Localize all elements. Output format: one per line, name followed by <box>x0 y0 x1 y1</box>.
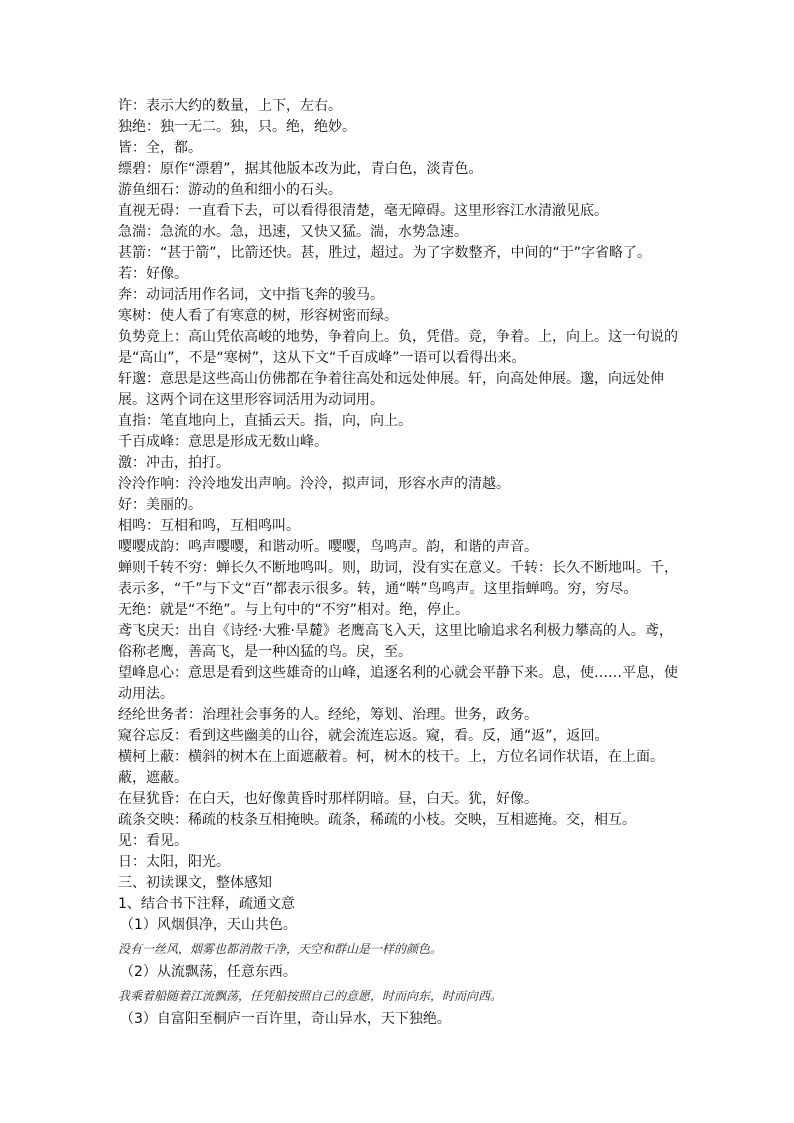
text-line: 甚箭：“甚于箭”，比箭还快。甚，胜过，超过。为了字数整齐，中间的“于”字省略了。 <box>118 245 652 261</box>
text-line: 疏条交映：稀疏的枝条互相掩映。疏条，稀疏的小枝。交映，互相遮掩。交，相互。 <box>118 812 636 828</box>
text-line: 横柯上蔽：横斜的树木在上面遮蔽着。柯，树木的枝干。上，方位名词作状语，在上面。蔽，遮蔽。 <box>118 749 664 786</box>
text-line: 泠泠作响：泠泠地发出声响。泠泠，拟声词，形容水声的清越。 <box>118 476 510 492</box>
text-line: 许：表示大约的数量，上下，左右。 <box>118 98 342 114</box>
text-line: 寒树：使人看了有寒意的树，形容树密而绿。 <box>118 308 398 324</box>
text-line: 缥碧：原作“漂碧”，据其他版本改为此，青白色，淡青色。 <box>118 161 483 177</box>
text-line: （3）自富阳至桐庐一百许里，奇山异水，天下独绝。 <box>120 1011 451 1027</box>
text-line: 蝉则千转不穷：蝉长久不断地鸣叫。则，助词，没有实在意义。千转：长久不断地叫。千，表示多，“千”与下文“百”都表示很多。转，通“啭”鸟鸣声。这里指蝉鸣。穷，穷尽。 <box>118 560 678 597</box>
text-line: 在昼犹昏：在白天，也好像黄昏时那样阴暗。昼，白天。犹，好像。 <box>118 791 538 807</box>
text-line: 1、结合书下注释，疏通文意 <box>118 896 295 912</box>
text-line: 千百成峰：意思是形成无数山峰。 <box>118 434 328 450</box>
text-line: 好：美丽的。 <box>118 497 202 513</box>
text-line: （1）风烟俱净，天山共色。 <box>120 917 297 933</box>
text-line: 经纶世务者：治理社会事务的人。经纶，筹划、治理。世务，政务。 <box>118 707 538 723</box>
text-line: 三、初读课文，整体感知 <box>118 875 272 891</box>
text-line: 奔：动词活用作名词，文中指飞奔的骏马。 <box>118 287 384 303</box>
translation-line: 我乘着船随着江流飘荡，任凭船按照自己的意愿，时而向东，时而向西。 <box>118 989 503 1003</box>
text-line: 日：太阳，阳光。 <box>118 854 230 870</box>
text-line: 相鸣：互相和鸣，互相鸣叫。 <box>118 518 300 534</box>
text-line: 窥谷忘反：看到这些幽美的山谷，就会流连忘返。窥，看。反，通“返”，返回。 <box>118 728 609 744</box>
text-line: 轩邈：意思是这些高山仿佛都在争着往高处和远处伸展。轩，向高处伸展。邈，向远处伸展。这两个词在这里形容词活用为动词用。 <box>118 371 664 408</box>
text-line: 鸢飞戾天：出自《诗经·大雅·旱麓》老鹰高飞入天，这里比喻追求名利极力攀高的人。鸢，俗称老鹰，善高飞，是一种凶猛的鸟。戾，至。 <box>118 623 673 660</box>
text-line: 直视无碍：一直看下去，可以看得很清楚，毫无障碍。这里形容江水清澈见底。 <box>118 203 608 219</box>
text-line: 见：看见。 <box>118 833 188 849</box>
text-line: 若：好像。 <box>118 266 188 282</box>
text-line: 直指：笔直地向上，直插云天。指，向，向上。 <box>118 413 412 429</box>
text-line: 负势竞上：高山凭依高峻的地势，争着向上。负，凭借。竞，争着。上，向上。这一句说的是“高山”，不是“寒树”，这从下文“千百成峰”一语可以看得出来。 <box>118 329 678 366</box>
text-line: 望峰息心：意思是看到这些雄奇的山峰，追逐名利的心就会平静下来。息，使……平息，使动用法。 <box>118 665 678 702</box>
text-line: 急湍：急流的水。急，迅速，又快又猛。湍，水势急速。 <box>118 224 468 240</box>
text-line: （2）从流飘荡，任意东西。 <box>120 964 297 980</box>
text-line: 独绝：独一无二。独，只。绝，绝妙。 <box>118 119 356 135</box>
document-page <box>118 96 682 1030</box>
text-line: 游鱼细石：游动的鱼和细小的石头。 <box>118 182 342 198</box>
text-line: 激：冲击，拍打。 <box>118 455 230 471</box>
text-line: 嘤嘤成韵：鸣声嘤嘤，和谐动听。嘤嘤，鸟鸣声。韵，和谐的声音。 <box>118 539 538 555</box>
text-line: 无绝：就是“不绝”。与上句中的“不穷”相对。绝，停止。 <box>118 602 470 618</box>
text-line: 皆：全，都。 <box>118 140 202 156</box>
translation-line: 没有一丝风，烟雾也都消散干净，天空和群山是一样的颜色。 <box>118 942 443 956</box>
